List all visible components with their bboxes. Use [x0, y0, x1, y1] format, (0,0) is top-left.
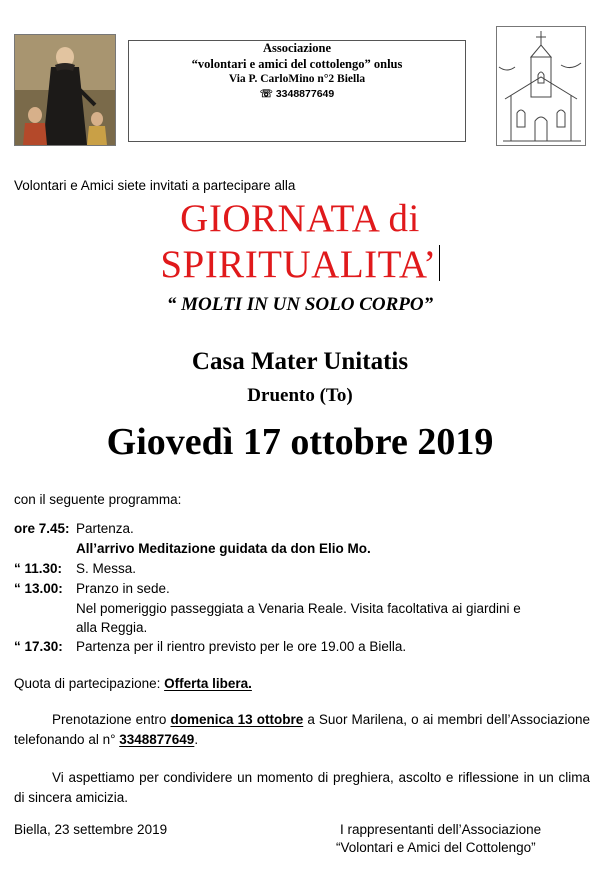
quota-value: Offerta libera. — [164, 676, 252, 691]
reservation-middle: a Suor Marilena, o ai membri dell’Associazione telefonando al n° — [14, 712, 590, 747]
venue-name — [0, 348, 600, 376]
reservation-deadline: domenica 13 ottobre — [170, 712, 304, 727]
place-date: Biella, 23 settembre 2019 — [14, 822, 168, 837]
program-desc: alla Reggia. — [76, 620, 148, 635]
program-desc: Partenza per il rientro previsto per le ore 19.00 a Biella. — [76, 639, 407, 654]
venue-location: Druento (To) — [247, 385, 353, 406]
association-address: Via P. CarloMino n°2 Biella — [228, 73, 366, 85]
program-row — [0, 638, 600, 658]
program-row — [0, 580, 600, 600]
program-desc: All’arrivo Meditazione guidata da don Elio Mo. — [76, 541, 371, 556]
title-line-1: GIORNATA di — [180, 197, 420, 240]
program-row-continued — [0, 600, 600, 620]
text-cursor — [439, 245, 440, 281]
association-phone: ☏ 3348877649 — [259, 88, 335, 100]
quota-line — [14, 676, 252, 691]
program-desc: Pranzo in sede. — [76, 581, 170, 596]
signature-line-1: I rappresentanti dell’Associazione — [340, 822, 542, 837]
saint-photo — [14, 34, 116, 146]
event-motto: “ MOLTI IN UN SOLO CORPO” — [166, 294, 434, 315]
program-time: “ 11.30: — [14, 561, 63, 576]
program-time: ore 7.45: — [14, 521, 70, 536]
program-row-continued — [0, 619, 600, 639]
title-line-2 — [0, 242, 600, 287]
saint-photo-image — [15, 35, 115, 145]
program-row-continued — [0, 540, 600, 560]
program-row — [0, 520, 600, 540]
program-intro: con il seguente programma: — [14, 492, 182, 507]
invitation-paragraph: Vi aspettiamo per condividere un momento di preghiera, ascolto e riflessione in un clima di sincera amicizia. — [14, 770, 590, 805]
signature-line-2: “Volontari e Amici del Cottolengo” — [336, 840, 536, 855]
reservation-after: . — [194, 732, 199, 747]
event-date: Giovedì 17 ottobre 2019 — [106, 421, 494, 463]
program-time: “ 13.00: — [14, 581, 63, 596]
reservation-phone: 3348877649 — [119, 732, 195, 747]
program-time: “ 17.30: — [14, 639, 63, 654]
reservation-paragraph — [14, 710, 590, 750]
title-line-2-text: SPIRITUALITA’ — [160, 243, 437, 286]
reservation-before: Prenotazione entro — [52, 712, 171, 727]
program-desc: Nel pomeriggio passeggiata a Venaria Reale. Visita facoltativa ai giardini e — [76, 601, 521, 616]
venue-text: Casa Mater Unitatis — [191, 348, 409, 375]
program-desc: Partenza. — [76, 521, 134, 536]
church-icon — [497, 27, 585, 145]
association-subtitle: “volontari e amici del cottolengo” onlus — [191, 57, 403, 71]
association-name: Associazione — [262, 41, 332, 55]
church-illustration — [496, 26, 586, 146]
quota-label: Quota di partecipazione: — [14, 676, 165, 691]
program-row — [0, 560, 600, 580]
intro-text: Volontari e Amici siete invitati a partecipare alla — [14, 178, 296, 193]
association-info-box — [128, 40, 466, 142]
program-desc: S. Messa. — [76, 561, 137, 576]
